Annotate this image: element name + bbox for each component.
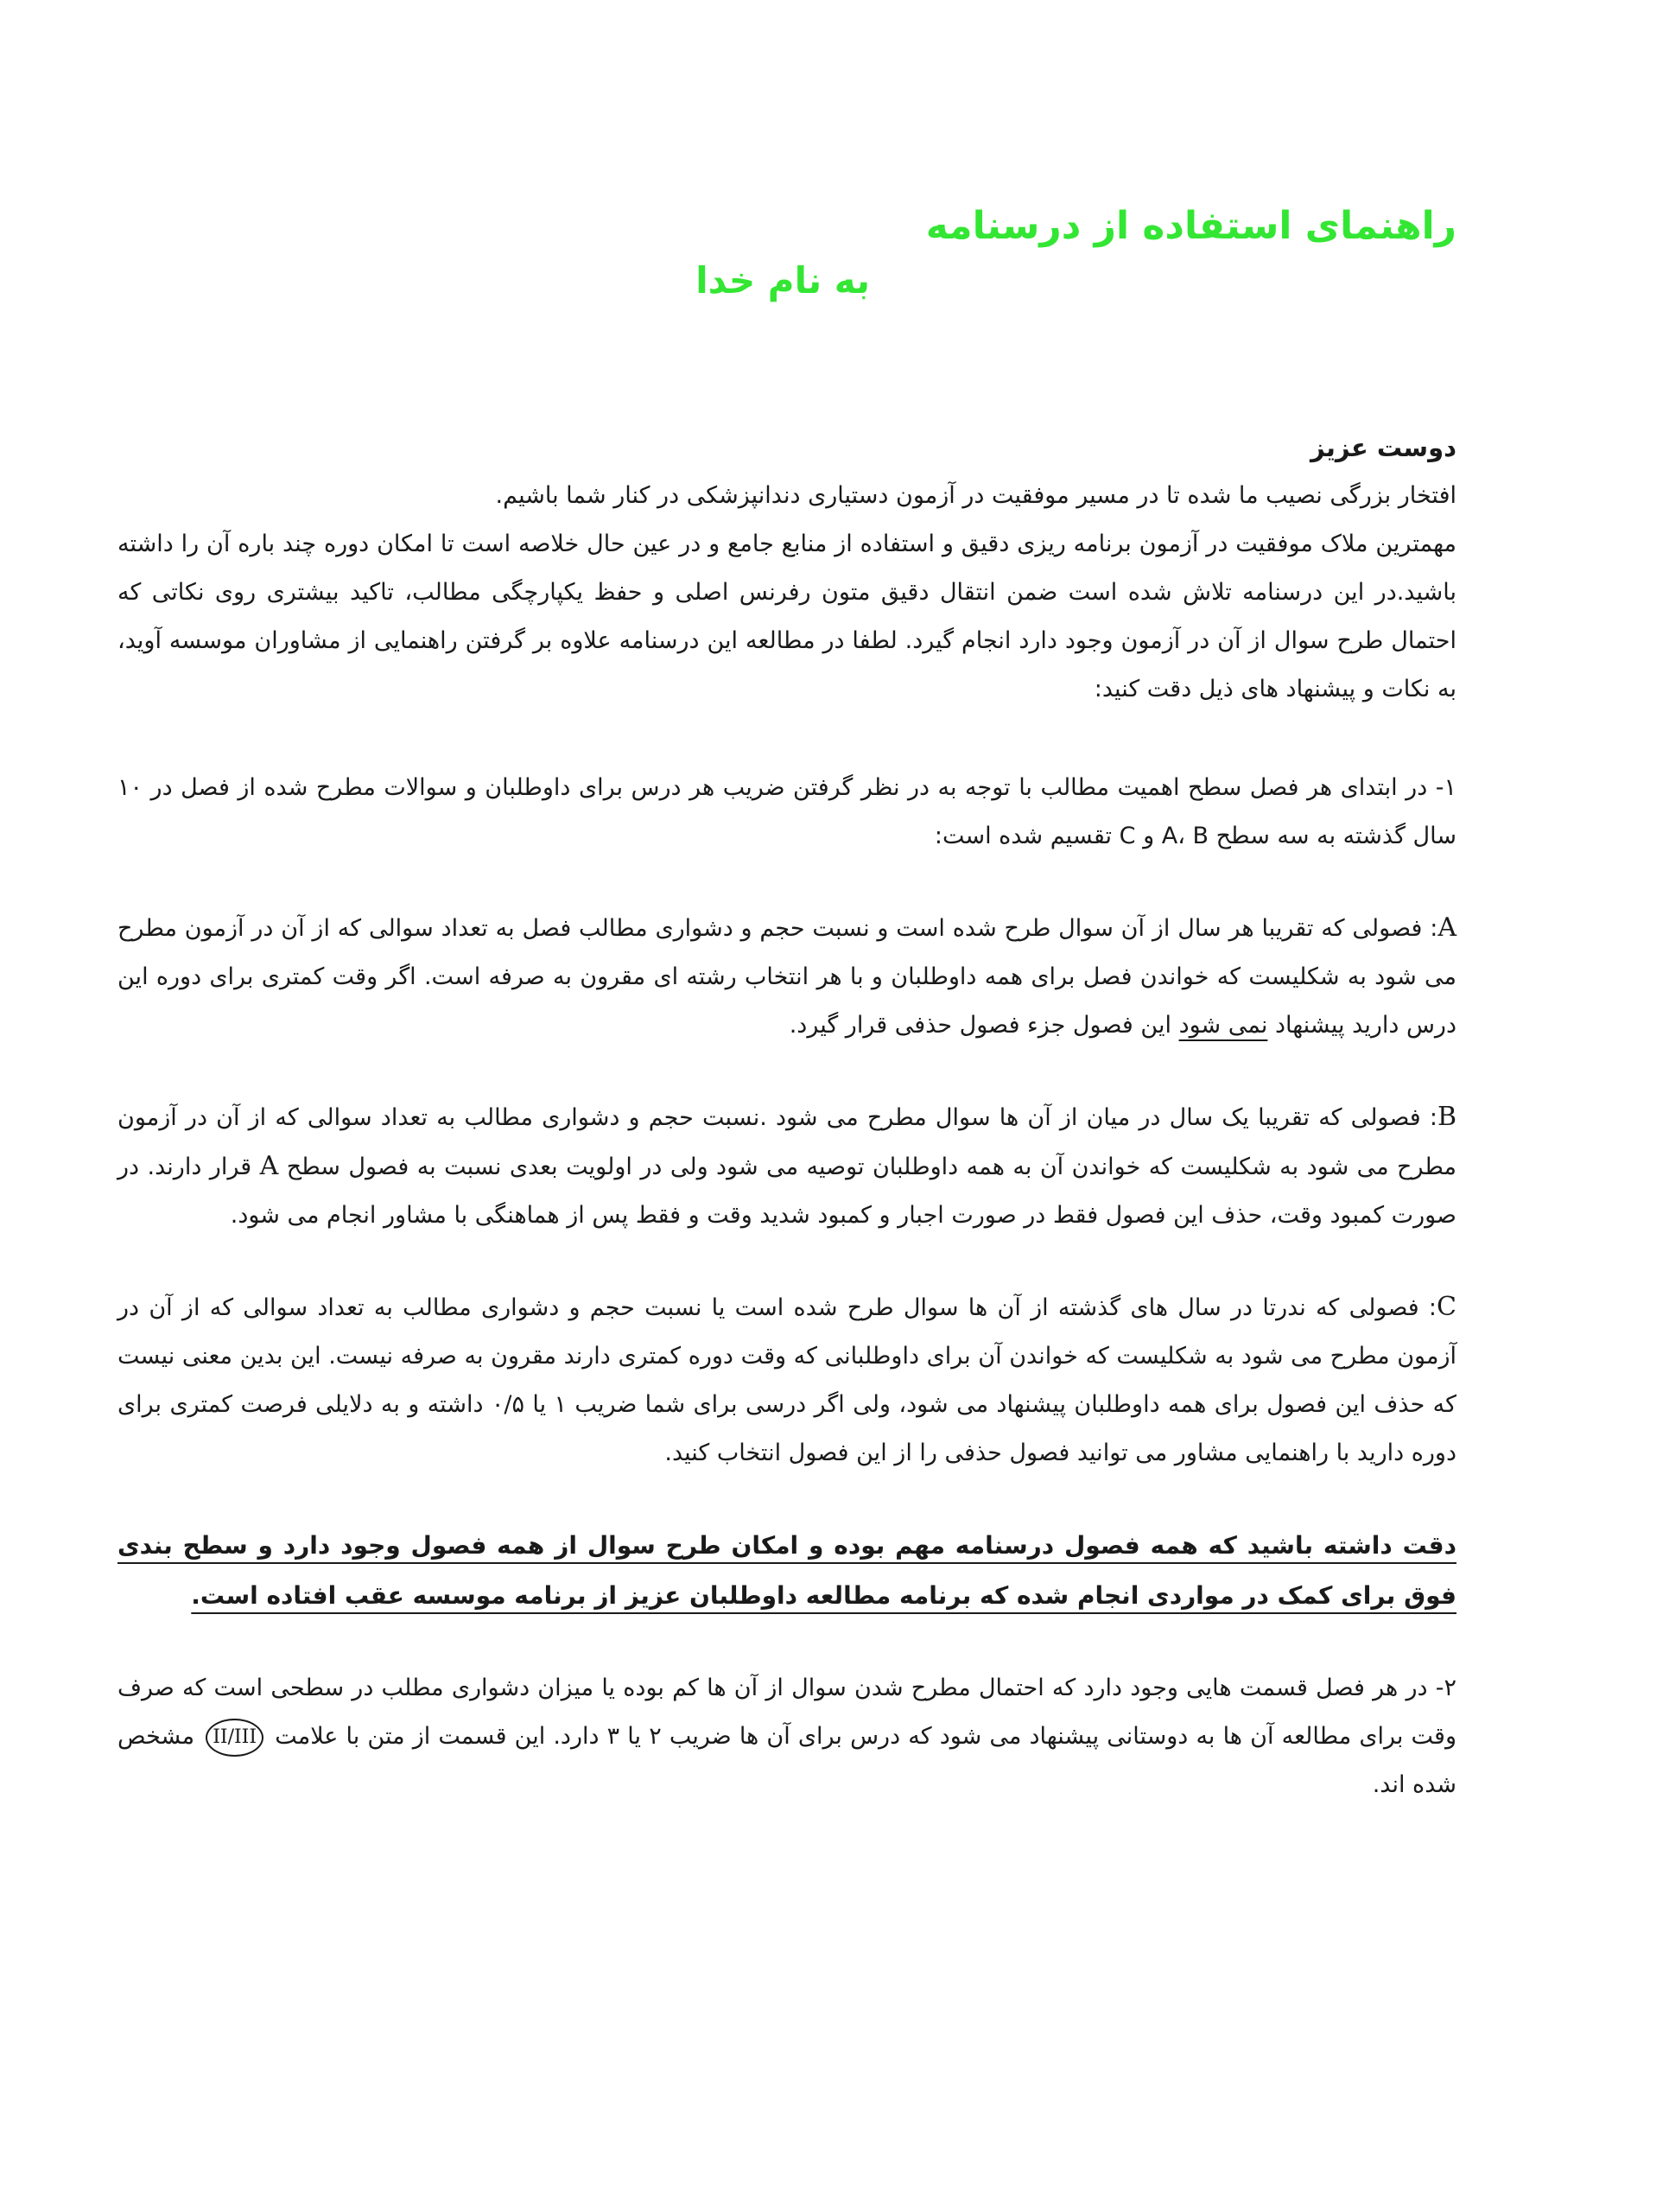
- level-b-text: : فصولی که تقریبا یک سال در میان از آن ها سوال مطرح می شود .نسبت حجم و دشواری مطالب به تعداد سوالی که از آن در آزمون مطرح می شود به شکلیست که خواندن آن به همه داوطلبان توصیه می شود ولی در اولویت بعدی نسبت به فصول سطح: [117, 1104, 1456, 1180]
- intro-line: افتخار بزرگی نصیب ما شده تا در مسیر موفقیت در آزمون دستیاری دندانپزشکی در کنار شما باشیم.: [495, 482, 1456, 509]
- level-mark-badge: II/III: [206, 1719, 263, 1757]
- document-body: [117, 423, 1456, 1809]
- intro-paragraph: مهمترین ملاک موفقیت در آزمون برنامه ریزی دقیق و استفاده از منابع جامع و در عین حال خلاصه است تا امکان دوره چند باره آن را داشته باشید.در این درسنامه تلاش شده است ضمن انتقال دقیق متون رفرنس اصلی و حفظ یکپارچگی مطالب، تاکید بیشتری روی نکاتی که احتمال طرح سوال از آن در آزمون وجود دارد انجام گیرد. لطفا در مطالعه این درسنامه علاوه بر گرفتن راهنمایی از مشاوران موسسه آوید، به نکات و پیشنهاد های ذیل دقت کنید:: [117, 531, 1456, 702]
- greeting: دوست عزیز: [1310, 433, 1456, 462]
- level-b-letter: B: [1437, 1102, 1456, 1132]
- item-2-text-end: مشخص شده اند.: [117, 1723, 1456, 1798]
- spacer: [117, 1240, 1456, 1283]
- level-b-ref-letter: A: [259, 1151, 279, 1181]
- page-title: راهنمای استفاده از درسنامه: [925, 204, 1456, 248]
- level-b-text-end: قرار دارند. در صورت کمبود وقت، حذف این فصول فقط در صورت اجبار و کمبود شدید وقت و فقط پس از هماهنگی با مشاور انجام می شود.: [117, 1154, 1456, 1229]
- item-2-text: ۲- در هر فصل قسمت هایی وجود دارد که احتمال مطرح شدن سوال از آن ها کم بوده یا میزان دشواری مطلب در سطحی است که صرف وقت برای مطالعه آن ها به دوستانی پیشنهاد می شود که درس برای آن ها ضریب ۲ یا ۳ دارد. این قسمت از متن با علامت: [117, 1675, 1456, 1750]
- notice-paragraph: دقت داشته باشید که همه فصول درسنامه مهم بوده و امکان طرح سوال از همه فصول وجود دارد و سطح بندی فوق برای کمک در مواردی انجام شده که برنامه مطالعه داوطلبان عزیز از برنامه موسسه عقب افتاده است.: [117, 1531, 1456, 1610]
- level-c-letter: C: [1437, 1292, 1456, 1322]
- spacer: [117, 1478, 1456, 1521]
- level-a-text-end: این فصول جزء فصول حذفی قرار گیرد.: [789, 1012, 1171, 1039]
- level-a-paragraph: [117, 904, 1456, 1050]
- spacer: [117, 861, 1456, 904]
- level-c-paragraph: [117, 1283, 1456, 1478]
- level-a-emphasis: نمی شود: [1178, 1012, 1268, 1039]
- level-a-text: : فصولی که تقریبا هر سال از آن سوال طرح شده است و نسبت حجم و دشواری مطالب فصل به تعداد سوالی که از آن در آزمون مطرح می شود به شکلیست که خواندن فصل برای همه داوطلبان و با هر انتخاب رشته ای مقرون به صرفه است. اگر وقت کمتری برای دوره این درس دارید پیشنهاد: [117, 915, 1456, 1039]
- item-2-paragraph: [117, 1664, 1456, 1809]
- spacer: [117, 714, 1456, 764]
- spacer: [117, 1621, 1456, 1664]
- item-1-paragraph: ۱- در ابتدای هر فصل سطح اهمیت مطالب با توجه به در نظر گرفتن ضریب هر درس برای داوطلبان و سوالات مطرح شده از فصل در ۱۰ سال گذشته به سه سطح A، B و C تقسیم شده است:: [117, 774, 1456, 849]
- level-b-paragraph: [117, 1093, 1456, 1240]
- basmala-heading: به نام خدا: [695, 259, 870, 302]
- level-c-text: : فصولی که ندرتا در سال های گذشته از آن ها سوال طرح شده است یا نسبت حجم و دشواری مطالب به تعداد سوالی که از آن در آزمون مطرح می شود به شکلیست که خواندن آن برای داوطلبانی که وقت دوره کمتری دارند مقرون به صرفه نیست. این بدین معنی نیست که حذف این فصول برای همه داوطلبان پیشنهاد می شود، ولی اگر درسی برای شما ضریب ۱ یا ۰/۵ داشته و به دلایلی فرصت کمتری برای دوره دارید با راهنمایی مشاور می توانید فصول حذفی را از این فصول انتخاب کنید.: [117, 1294, 1456, 1466]
- spacer: [117, 1050, 1456, 1093]
- level-a-letter: A: [1437, 912, 1456, 943]
